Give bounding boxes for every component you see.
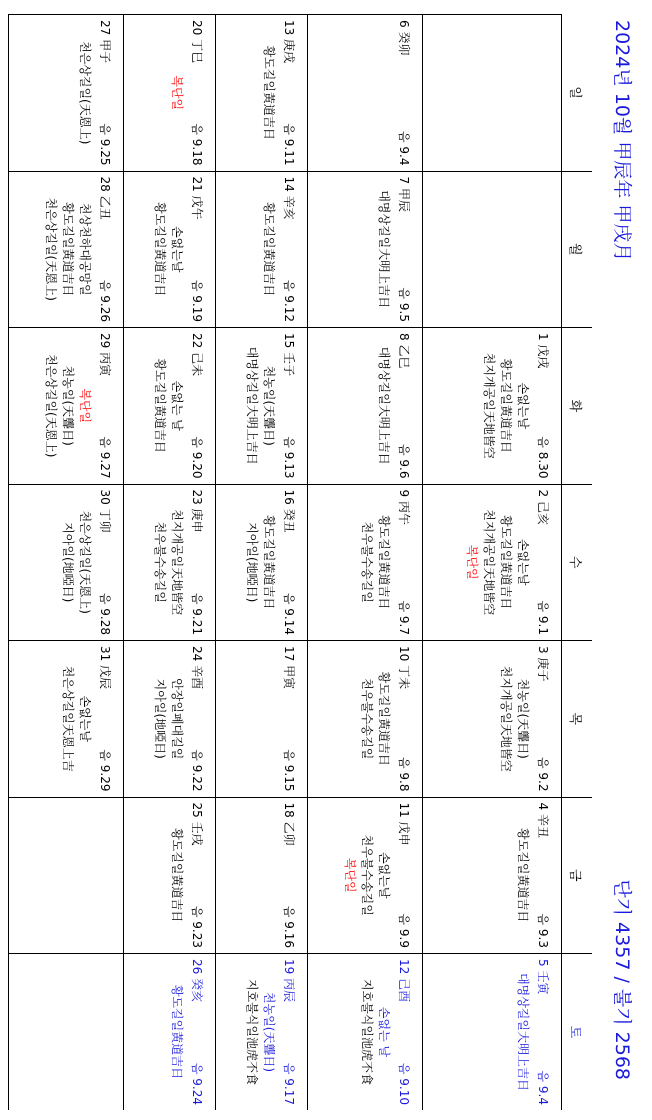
- calendar-day-cell[interactable]: [216, 328, 308, 485]
- day-event: 천은상길일(天恩上): [78, 41, 93, 145]
- calendar-body: [9, 15, 562, 1111]
- day-event: 황도길일黃道吉日: [262, 202, 277, 297]
- lunar-date: 음 9.28: [98, 592, 113, 635]
- day-event: 천은상길일(天恩上): [44, 197, 59, 301]
- day-number: 29 丙寅: [98, 333, 113, 377]
- calendar-day-cell[interactable]: [9, 171, 124, 328]
- day-event: 복단일: [170, 75, 185, 111]
- day-number: 14 辛亥: [282, 176, 297, 220]
- day-number: 17 甲寅: [282, 646, 297, 690]
- weekday-label: 토: [562, 954, 593, 1111]
- lunar-date: 음 9.15: [282, 749, 297, 792]
- weekday-label: 화: [562, 328, 593, 485]
- lunar-date: 음 9.2: [536, 757, 550, 792]
- lunar-date: 음 9.22: [190, 749, 205, 792]
- lunar-date: 음 9.19: [190, 279, 205, 322]
- day-event: 대명상길일大明上吉日: [245, 346, 260, 465]
- weekday-label: 금: [562, 797, 593, 954]
- lunar-date: 음 9.24: [190, 1062, 205, 1105]
- day-event: 천지개공일天地皆空: [482, 352, 496, 459]
- lunar-date: 음 9.4: [536, 1070, 550, 1105]
- day-event: 지아일(地啞日): [61, 522, 76, 603]
- day-event: 손없는날: [78, 695, 93, 742]
- weekday-header-row: [562, 15, 593, 1111]
- lunar-date: 음 9.25: [98, 123, 113, 166]
- day-number: 22 己未: [190, 333, 205, 377]
- day-number: 16 癸丑: [282, 489, 297, 533]
- calendar-day-cell[interactable]: [9, 954, 124, 1111]
- day-number: 27 甲子: [98, 20, 113, 64]
- calendar-year-info: 단기 4357 / 불기 2568: [611, 879, 633, 1080]
- lunar-date: 음 9.7: [397, 600, 412, 635]
- lunar-date: 음 9.9: [397, 913, 412, 948]
- lunar-date: 음 9.27: [98, 436, 113, 479]
- calendar-day-cell[interactable]: [9, 328, 124, 485]
- day-event: 천농일(天聾日): [262, 991, 277, 1073]
- day-number: 23 庚申: [190, 489, 205, 533]
- day-event: 지아일(地啞日): [153, 678, 168, 759]
- weekday-label: 목: [562, 641, 593, 798]
- day-event: 대명상길일大明上吉日: [377, 346, 392, 465]
- lunar-date: 음 8.30: [536, 436, 550, 479]
- calendar-day-cell[interactable]: [216, 954, 308, 1111]
- day-number: 12 己酉: [397, 959, 412, 1003]
- lunar-date: 음 9.1: [536, 600, 550, 635]
- calendar-day-cell[interactable]: [423, 328, 562, 485]
- day-event: 대명상길일大明上吉日: [377, 190, 392, 309]
- lunar-date: 음 9.17: [282, 1062, 297, 1105]
- day-number: 6 癸卯: [397, 20, 412, 56]
- day-event: 천우불수송길일: [360, 834, 375, 916]
- day-event: 천우불수송길일: [360, 678, 375, 760]
- calendar-day-cell[interactable]: [423, 171, 562, 328]
- day-number: 19 丙辰: [282, 959, 297, 1003]
- lunar-date: 음 9.6: [397, 444, 412, 479]
- lunar-date: 음 9.4: [397, 131, 412, 166]
- lunar-date: 음 9.12: [282, 279, 297, 322]
- lunar-date: 음 9.8: [397, 757, 412, 792]
- day-event: 황도길일黃道吉日: [499, 515, 513, 610]
- lunar-date: 음 9.26: [98, 279, 113, 322]
- calendar-day-cell[interactable]: [308, 171, 423, 328]
- day-number: 13 庚戌: [282, 20, 297, 64]
- calendar-day-cell[interactable]: [124, 171, 216, 328]
- day-event: 황도길일黃道吉日: [170, 984, 185, 1080]
- lunar-date: 음 9.21: [190, 592, 205, 635]
- lunar-date: 음 9.20: [190, 436, 205, 479]
- lunar-date: 음 9.10: [397, 1062, 412, 1105]
- calendar-day-cell[interactable]: [124, 15, 216, 172]
- day-event: 황도길일黃道吉日: [170, 828, 185, 923]
- day-number: 3 庚子: [536, 646, 550, 682]
- day-event: 천농일(天聾日): [262, 365, 277, 446]
- weekday-label: 수: [562, 484, 593, 641]
- day-number: 9 丙午: [397, 489, 412, 525]
- day-event: 손없는날: [377, 852, 392, 899]
- calendar-day-cell[interactable]: [423, 15, 562, 172]
- day-event: 천지개공일天地皆空: [499, 665, 513, 772]
- calendar-week-row: [216, 15, 308, 1111]
- calendar-day-cell[interactable]: [216, 484, 308, 641]
- calendar-day-cell[interactable]: [124, 484, 216, 641]
- lunar-date: 음 9.23: [190, 905, 205, 948]
- day-number: 1 戊戌: [536, 333, 550, 369]
- day-event: 황도길일黃道吉日: [499, 358, 513, 453]
- day-number: 20 丁巳: [190, 20, 205, 64]
- calendar-day-cell[interactable]: [216, 797, 308, 954]
- calendar-day-cell[interactable]: [124, 641, 216, 798]
- calendar-day-cell[interactable]: [308, 797, 423, 954]
- calendar-day-cell[interactable]: [423, 797, 562, 954]
- day-event: 황도길일黃道吉日: [153, 202, 168, 297]
- day-event: 안장일폐대길일: [170, 678, 185, 760]
- calendar-day-cell[interactable]: [216, 15, 308, 172]
- calendar-day-cell[interactable]: [124, 954, 216, 1111]
- day-event: 천지개공일天地皆空: [482, 509, 496, 616]
- day-number: 26 癸亥: [190, 959, 205, 1003]
- day-event: 황도길일黃道吉日: [516, 828, 530, 923]
- calendar-day-cell[interactable]: [423, 954, 562, 1111]
- day-number: 21 戊午: [190, 176, 205, 220]
- calendar-day-cell[interactable]: [124, 328, 216, 485]
- day-event: 천우불수송길일: [360, 521, 375, 603]
- day-event: 지아일(地啞日): [245, 522, 260, 603]
- calendar-day-cell[interactable]: [308, 954, 423, 1111]
- calendar-day-cell[interactable]: [9, 15, 124, 172]
- lunar-date: 음 9.14: [282, 592, 297, 635]
- day-event: 황도길일黃道吉日: [377, 671, 392, 766]
- calendar-day-cell[interactable]: [308, 15, 423, 172]
- lunar-date: 음 9.29: [98, 749, 113, 792]
- day-event: 황도길일黃道吉日: [61, 202, 76, 297]
- day-number: 8 乙巳: [397, 333, 412, 369]
- calendar-grid: [8, 14, 592, 1110]
- day-number: 10 丁未: [397, 646, 412, 690]
- calendar-header: [594, 0, 652, 1120]
- day-event: 손없는날: [516, 539, 530, 586]
- calendar-day-cell[interactable]: [308, 328, 423, 485]
- calendar-day-cell[interactable]: [423, 641, 562, 798]
- day-event: 복단일: [78, 388, 93, 424]
- lunar-date: 음 9.13: [282, 436, 297, 479]
- calendar-day-cell[interactable]: [216, 171, 308, 328]
- day-number: 4 辛丑: [536, 802, 550, 838]
- day-event: 천상천하대공망일: [78, 202, 93, 296]
- day-event: 천지개공일天地皆空: [170, 509, 185, 616]
- day-event: 황도길일黃道吉日: [153, 358, 168, 453]
- calendar-week-row: [124, 15, 216, 1111]
- day-event: 황도길일黃道吉日: [262, 515, 277, 610]
- day-number: 5 壬寅: [536, 959, 550, 995]
- lunar-date: 음 9.5: [397, 287, 412, 322]
- day-event: 황도길일黃道吉日: [262, 45, 277, 140]
- day-event: 천은상길일天恩上吉: [61, 665, 76, 772]
- day-event: 지호불식일池虎不食: [360, 979, 375, 1085]
- lunar-date: 음 9.11: [282, 123, 297, 166]
- day-event: 천농일(天聾日): [516, 678, 530, 759]
- day-event: 지호불식일池虎不食: [245, 979, 260, 1085]
- day-event: 대명상길일大明上吉日: [516, 973, 530, 1091]
- day-number: 24 辛酉: [190, 646, 205, 690]
- day-number: 31 戊辰: [98, 646, 113, 690]
- calendar-week-row: [308, 15, 423, 1111]
- day-number: 30 丁卯: [98, 489, 113, 533]
- day-number: 7 甲辰: [397, 176, 412, 212]
- day-event: 황도길일黃道吉日: [377, 515, 392, 610]
- day-event: 손없는날: [516, 382, 530, 429]
- day-event: 복단일: [465, 544, 479, 580]
- calendar-title: 2024년 10월 甲辰年 甲戌月: [611, 20, 633, 262]
- day-event: 손없는날: [170, 226, 185, 273]
- calendar-day-cell[interactable]: [124, 797, 216, 954]
- day-event: 천농일(天聾日): [61, 365, 76, 446]
- lunar-date: 음 9.3: [536, 913, 550, 948]
- lunar-date: 음 9.18: [190, 123, 205, 166]
- day-event: 천은상길일(天恩上): [78, 510, 93, 614]
- day-number: 2 己亥: [536, 489, 550, 525]
- day-event: 손없는 날: [170, 380, 185, 431]
- day-number: 11 戊申: [397, 802, 412, 846]
- day-event: 천은상길일(天恩上): [44, 354, 59, 458]
- calendar-day-cell[interactable]: [216, 641, 308, 798]
- weekday-label: 월: [562, 171, 593, 328]
- day-number: 28 乙丑: [98, 176, 113, 220]
- day-event: 복단일: [343, 857, 358, 893]
- calendar-day-cell[interactable]: [308, 641, 423, 798]
- calendar-day-cell[interactable]: [308, 484, 423, 641]
- lunar-date: 음 9.16: [282, 905, 297, 948]
- day-number: 15 壬子: [282, 333, 297, 377]
- day-event: 천우불수송길일: [153, 521, 168, 603]
- day-event: 손없는 날: [377, 1006, 392, 1058]
- day-number: 25 壬戌: [190, 802, 205, 846]
- calendar-day-cell[interactable]: [9, 797, 124, 954]
- weekday-label: 일: [562, 15, 593, 172]
- calendar-day-cell[interactable]: [423, 484, 562, 641]
- calendar-day-cell[interactable]: [9, 641, 124, 798]
- calendar-week-row: [423, 15, 562, 1111]
- calendar-week-row: [9, 15, 124, 1111]
- day-number: 18 乙卯: [282, 802, 297, 846]
- calendar-day-cell[interactable]: [9, 484, 124, 641]
